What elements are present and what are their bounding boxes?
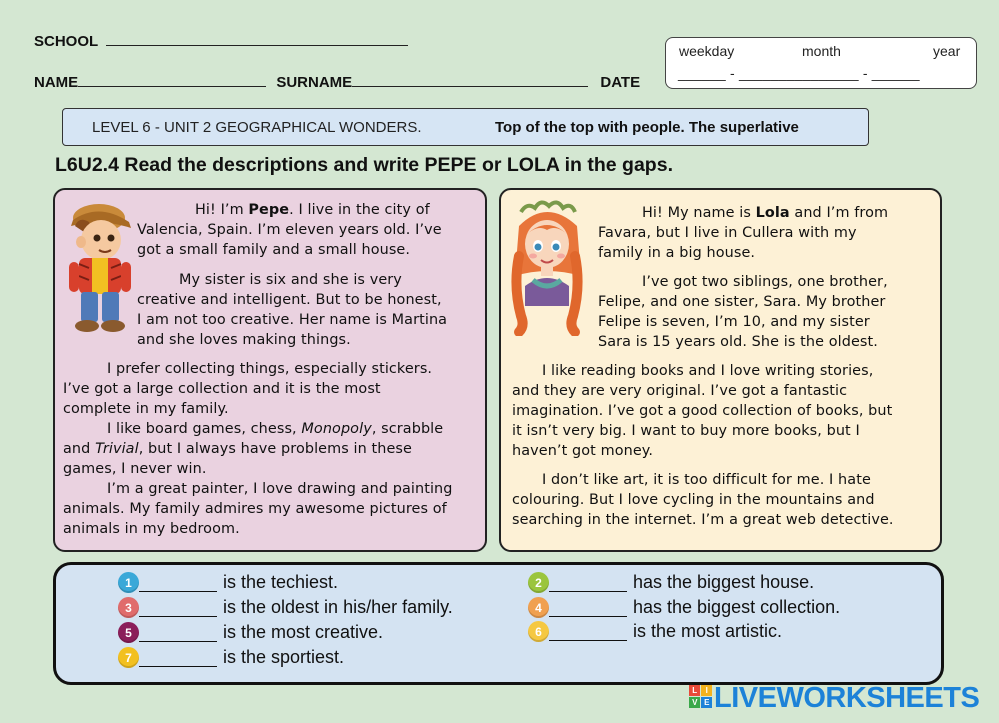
text-line: and I’m from: [789, 205, 889, 221]
pepe-name: Pepe: [248, 202, 290, 218]
text-line: creative and intelligent. But to be honest,: [137, 292, 442, 308]
surname-label: SURNAME: [276, 74, 353, 91]
answer-blank-6[interactable]: [549, 623, 627, 641]
month-label: month: [802, 43, 841, 59]
question-text: has the biggest house.: [633, 572, 815, 592]
pepe-intro-text: Hi! I’m: [195, 202, 249, 218]
boy-illustration: [59, 198, 133, 334]
text-line: My sister is six and she is very: [179, 272, 402, 288]
text-line: Hi! My name is: [642, 205, 756, 221]
lola-text-top: [598, 203, 888, 352]
answer-blank-5[interactable]: [139, 624, 217, 642]
text-line: Sara is 15 years old. She is the oldest.: [598, 334, 878, 350]
logo-cube-letter: L: [689, 685, 700, 696]
instruction-heading: L6U2.4 Read the descriptions and write PEPE or LOLA in the gaps.: [55, 154, 673, 176]
pepe-text-bottom: [63, 359, 453, 539]
game-title: Monopoly: [301, 421, 372, 437]
logo-cube-letter: V: [689, 697, 700, 708]
school-field: [34, 32, 408, 50]
text-line: searching in the internet. I’m a great web detective.: [512, 512, 894, 528]
question-text: has the biggest collection.: [633, 597, 841, 617]
text-line: animals. My family admires my awesome pictures of: [63, 501, 447, 517]
question-row-4: [528, 597, 840, 618]
text-line: I prefer collecting things, especially stickers.: [107, 361, 433, 377]
text-line: family in a big house.: [598, 245, 756, 261]
text-line: , but I always have problems in these: [138, 441, 412, 457]
text-line: I’m a great painter, I love drawing and painting: [107, 481, 453, 497]
text-line: games, I never win.: [63, 461, 207, 477]
logo-cube-icon: [689, 685, 712, 708]
name-row: [34, 73, 640, 91]
question-number-badge: 2: [528, 572, 549, 593]
text-line: I like reading books and I love writing stories,: [542, 363, 874, 379]
pepe-description-panel: [53, 188, 487, 552]
weekday-label: weekday: [679, 43, 735, 59]
question-number-badge: 6: [528, 621, 549, 642]
level-banner: [62, 108, 869, 146]
name-label: NAME: [34, 74, 79, 91]
text-line: complete in my family.: [63, 401, 229, 417]
answer-blank-7[interactable]: [139, 649, 217, 667]
question-row-5: [118, 622, 383, 643]
date-label: DATE: [600, 74, 641, 91]
date-box[interactable]: [665, 37, 977, 89]
liveworksheets-logo[interactable]: [689, 682, 979, 715]
text-line: I’ve got a large collection and it is the most: [63, 381, 381, 397]
pepe-intro-text-end: . I live in the city of: [289, 202, 430, 218]
question-number-badge: 5: [118, 622, 139, 643]
answer-blank-1[interactable]: [139, 574, 217, 592]
lola-name: Lola: [755, 205, 790, 221]
text-line: it isn’t very big. I want to buy more books, but I: [512, 423, 860, 439]
answer-blank-4[interactable]: [549, 599, 627, 617]
school-blank[interactable]: [106, 32, 408, 46]
question-number-badge: 7: [118, 647, 139, 668]
unit-title: LEVEL 6 - UNIT 2 GEOGRAPHICAL WONDERS.: [92, 119, 422, 136]
logo-cube-letter: I: [701, 685, 712, 696]
text-line: and they are very original. I’ve got a fantastic: [512, 383, 848, 399]
question-row-6: [528, 621, 782, 642]
question-number-badge: 4: [528, 597, 549, 618]
text-line: got a small family and a small house.: [137, 242, 411, 258]
text-line: I am not too creative. Her name is Martina: [137, 312, 448, 328]
answer-panel: [53, 562, 944, 685]
question-text: is the most artistic.: [633, 621, 783, 641]
girl-illustration: [507, 196, 587, 336]
text-line: Felipe is seven, I’m 10, and my sister: [598, 314, 870, 330]
text-line: imagination. I’ve got a good collection of books, but: [512, 403, 893, 419]
logo-text: LIVEWORKSHEETS: [714, 682, 980, 714]
lola-text-bottom: [512, 361, 894, 530]
lola-description-panel: [499, 188, 942, 552]
question-text: is the sportiest.: [223, 647, 345, 667]
pepe-text-top: [137, 200, 447, 350]
question-text: is the oldest in his/her family.: [223, 597, 453, 617]
text-line: colouring. But I love cycling in the mountains and: [512, 492, 875, 508]
date-blanks[interactable]: ______ - _______________ - ______: [678, 65, 920, 81]
answer-blank-3[interactable]: [139, 599, 217, 617]
question-text: is the techiest.: [223, 572, 339, 592]
game-title: Trivial: [95, 441, 139, 457]
text-line: animals in my bedroom.: [63, 521, 240, 537]
surname-blank[interactable]: [352, 73, 588, 87]
answer-blank-2[interactable]: [549, 574, 627, 592]
text-line: Favara, but I live in Cullera with my: [598, 225, 857, 241]
question-number-badge: 1: [118, 572, 139, 593]
text-line: I don’t like art, it is too difficult for me. I hate: [542, 472, 871, 488]
text-line: , scrabble: [371, 421, 444, 437]
school-label: SCHOOL: [34, 33, 98, 50]
text-line: Felipe, and one sister, Sara. My brother: [598, 294, 886, 310]
text-line: Valencia, Spain. I’m eleven years old. I’ve: [137, 222, 442, 238]
question-text: is the most creative.: [223, 622, 384, 642]
topic-title: Top of the top with people. The superlative: [495, 119, 799, 136]
text-line: and she loves making things.: [137, 332, 351, 348]
question-row-3: [118, 597, 453, 618]
year-label: year: [933, 43, 961, 59]
logo-cube-letter: E: [701, 697, 712, 708]
question-row-7: [118, 647, 344, 668]
name-blank[interactable]: [78, 73, 266, 87]
text-line: I’ve got two siblings, one brother,: [642, 274, 888, 290]
text-line: I like board games, chess,: [107, 421, 302, 437]
question-number-badge: 3: [118, 597, 139, 618]
text-line: and: [63, 441, 96, 457]
question-row-2: [528, 572, 814, 593]
text-line: haven’t got money.: [512, 443, 654, 459]
question-row-1: [118, 572, 338, 593]
